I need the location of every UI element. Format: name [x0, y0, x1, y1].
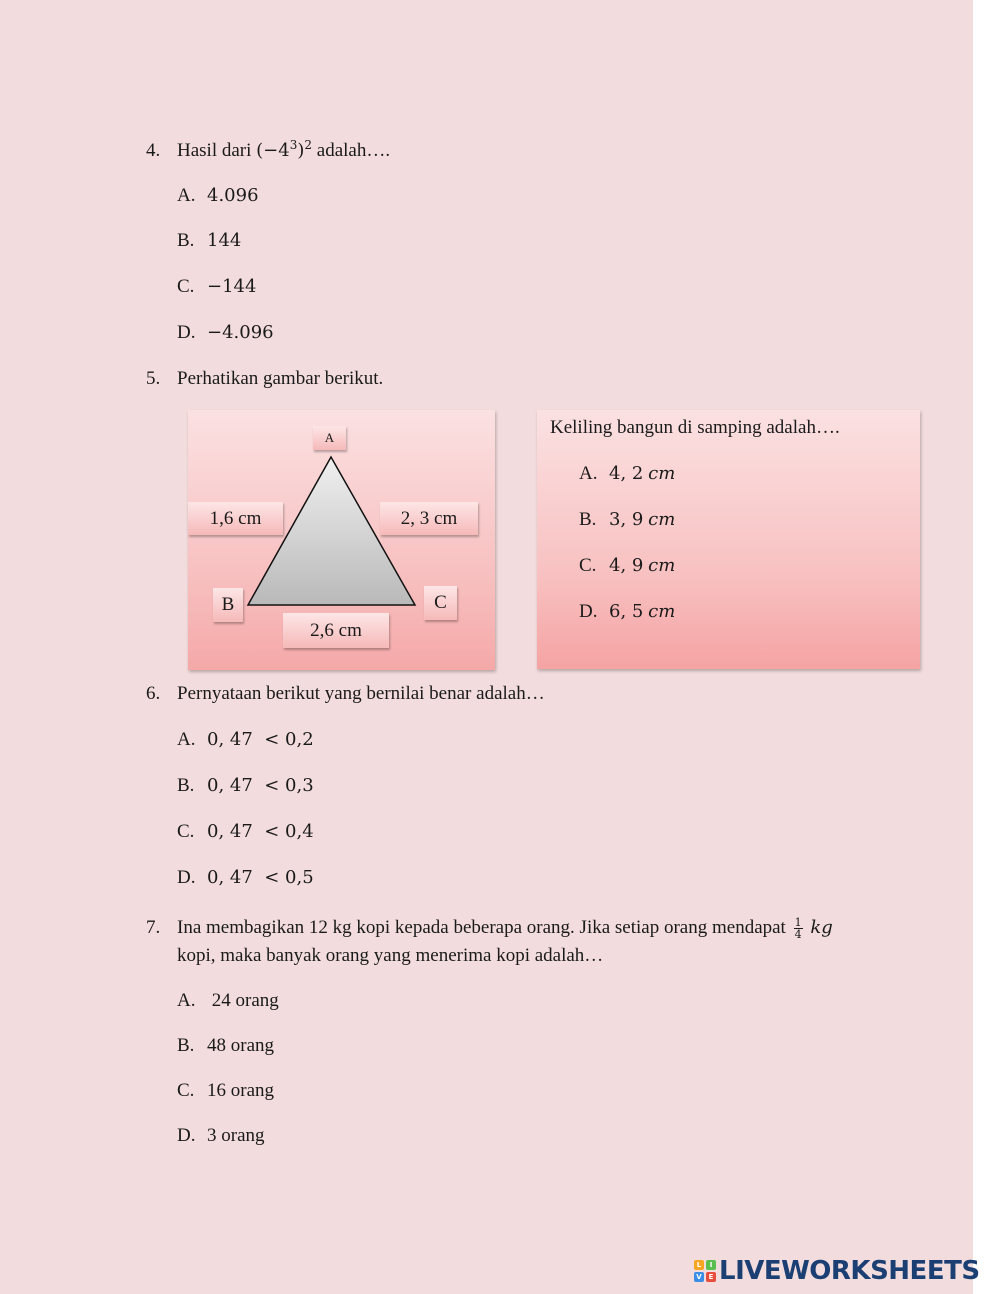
question-text-line-1: Ina membagikan 12 kg kopi kepada beberapa orang. Jika setiap orang mendapat $\frac{1}{4}$ kg	[177, 916, 833, 942]
question-number: 4.	[146, 140, 161, 161]
question-number: 5.	[146, 368, 161, 389]
logo-icon: L I V E	[694, 1260, 716, 1282]
question-text: Pernyataan berikut yang bernilai benar adalah…	[177, 683, 545, 704]
question-text-line-2: kopi, maka banyak orang yang menerima kopi adalah…	[177, 945, 604, 966]
side-label-ac: 2, 3 cm	[380, 502, 478, 535]
option-a[interactable]: A. 4, 2 cm	[579, 463, 676, 484]
option-a[interactable]: A. 4.096	[177, 185, 259, 206]
option-a[interactable]: A. 0, 47 < 0,2	[177, 729, 314, 750]
option-c[interactable]: C. 4, 9 cm	[579, 555, 676, 576]
liveworksheets-logo[interactable]	[694, 1256, 980, 1286]
option-b[interactable]: B. 48 orang	[177, 1035, 275, 1056]
question-prompt: Keliling bangun di samping adalah….	[550, 417, 840, 438]
option-c[interactable]: C. 0, 47 < 0,4	[177, 821, 314, 842]
question-number: 7.	[146, 917, 161, 938]
question-number: 6.	[146, 683, 161, 704]
side-label-ab: 1,6 cm	[188, 502, 283, 535]
option-d[interactable]: D. 3 orang	[177, 1125, 265, 1146]
triangle-figure	[188, 410, 495, 670]
option-c[interactable]: C. 16 orang	[177, 1080, 275, 1101]
option-d[interactable]: D. −4.096	[177, 322, 274, 343]
option-d[interactable]: D. 6, 5 cm	[579, 601, 676, 622]
option-d[interactable]: D. 0, 47 < 0,5	[177, 867, 314, 888]
vertex-label-b: B	[213, 588, 243, 622]
question-text: Perhatikan gambar berikut.	[177, 368, 384, 389]
option-b[interactable]: B. 144	[177, 230, 242, 251]
vertex-label-a: A	[313, 426, 346, 450]
power-expression: $(-4^3)^2$	[256, 138, 313, 161]
option-a[interactable]: A. 24 orang	[177, 990, 279, 1011]
option-b[interactable]: B. 3, 9 cm	[579, 509, 676, 530]
question-5-options-box	[537, 410, 920, 669]
side-label-bc: 2,6 cm	[283, 613, 389, 648]
option-c[interactable]: C. −144	[177, 276, 257, 297]
option-b[interactable]: B. 0, 47 < 0,3	[177, 775, 314, 796]
vertex-label-c: C	[424, 586, 457, 620]
fraction-one-quarter: $\frac{1}{4}$	[794, 916, 802, 942]
question-text: Hasil dari $(-4^3)^2$ adalah….	[177, 138, 391, 161]
logo-text: LIVEWORKSHEETS	[719, 1256, 980, 1286]
